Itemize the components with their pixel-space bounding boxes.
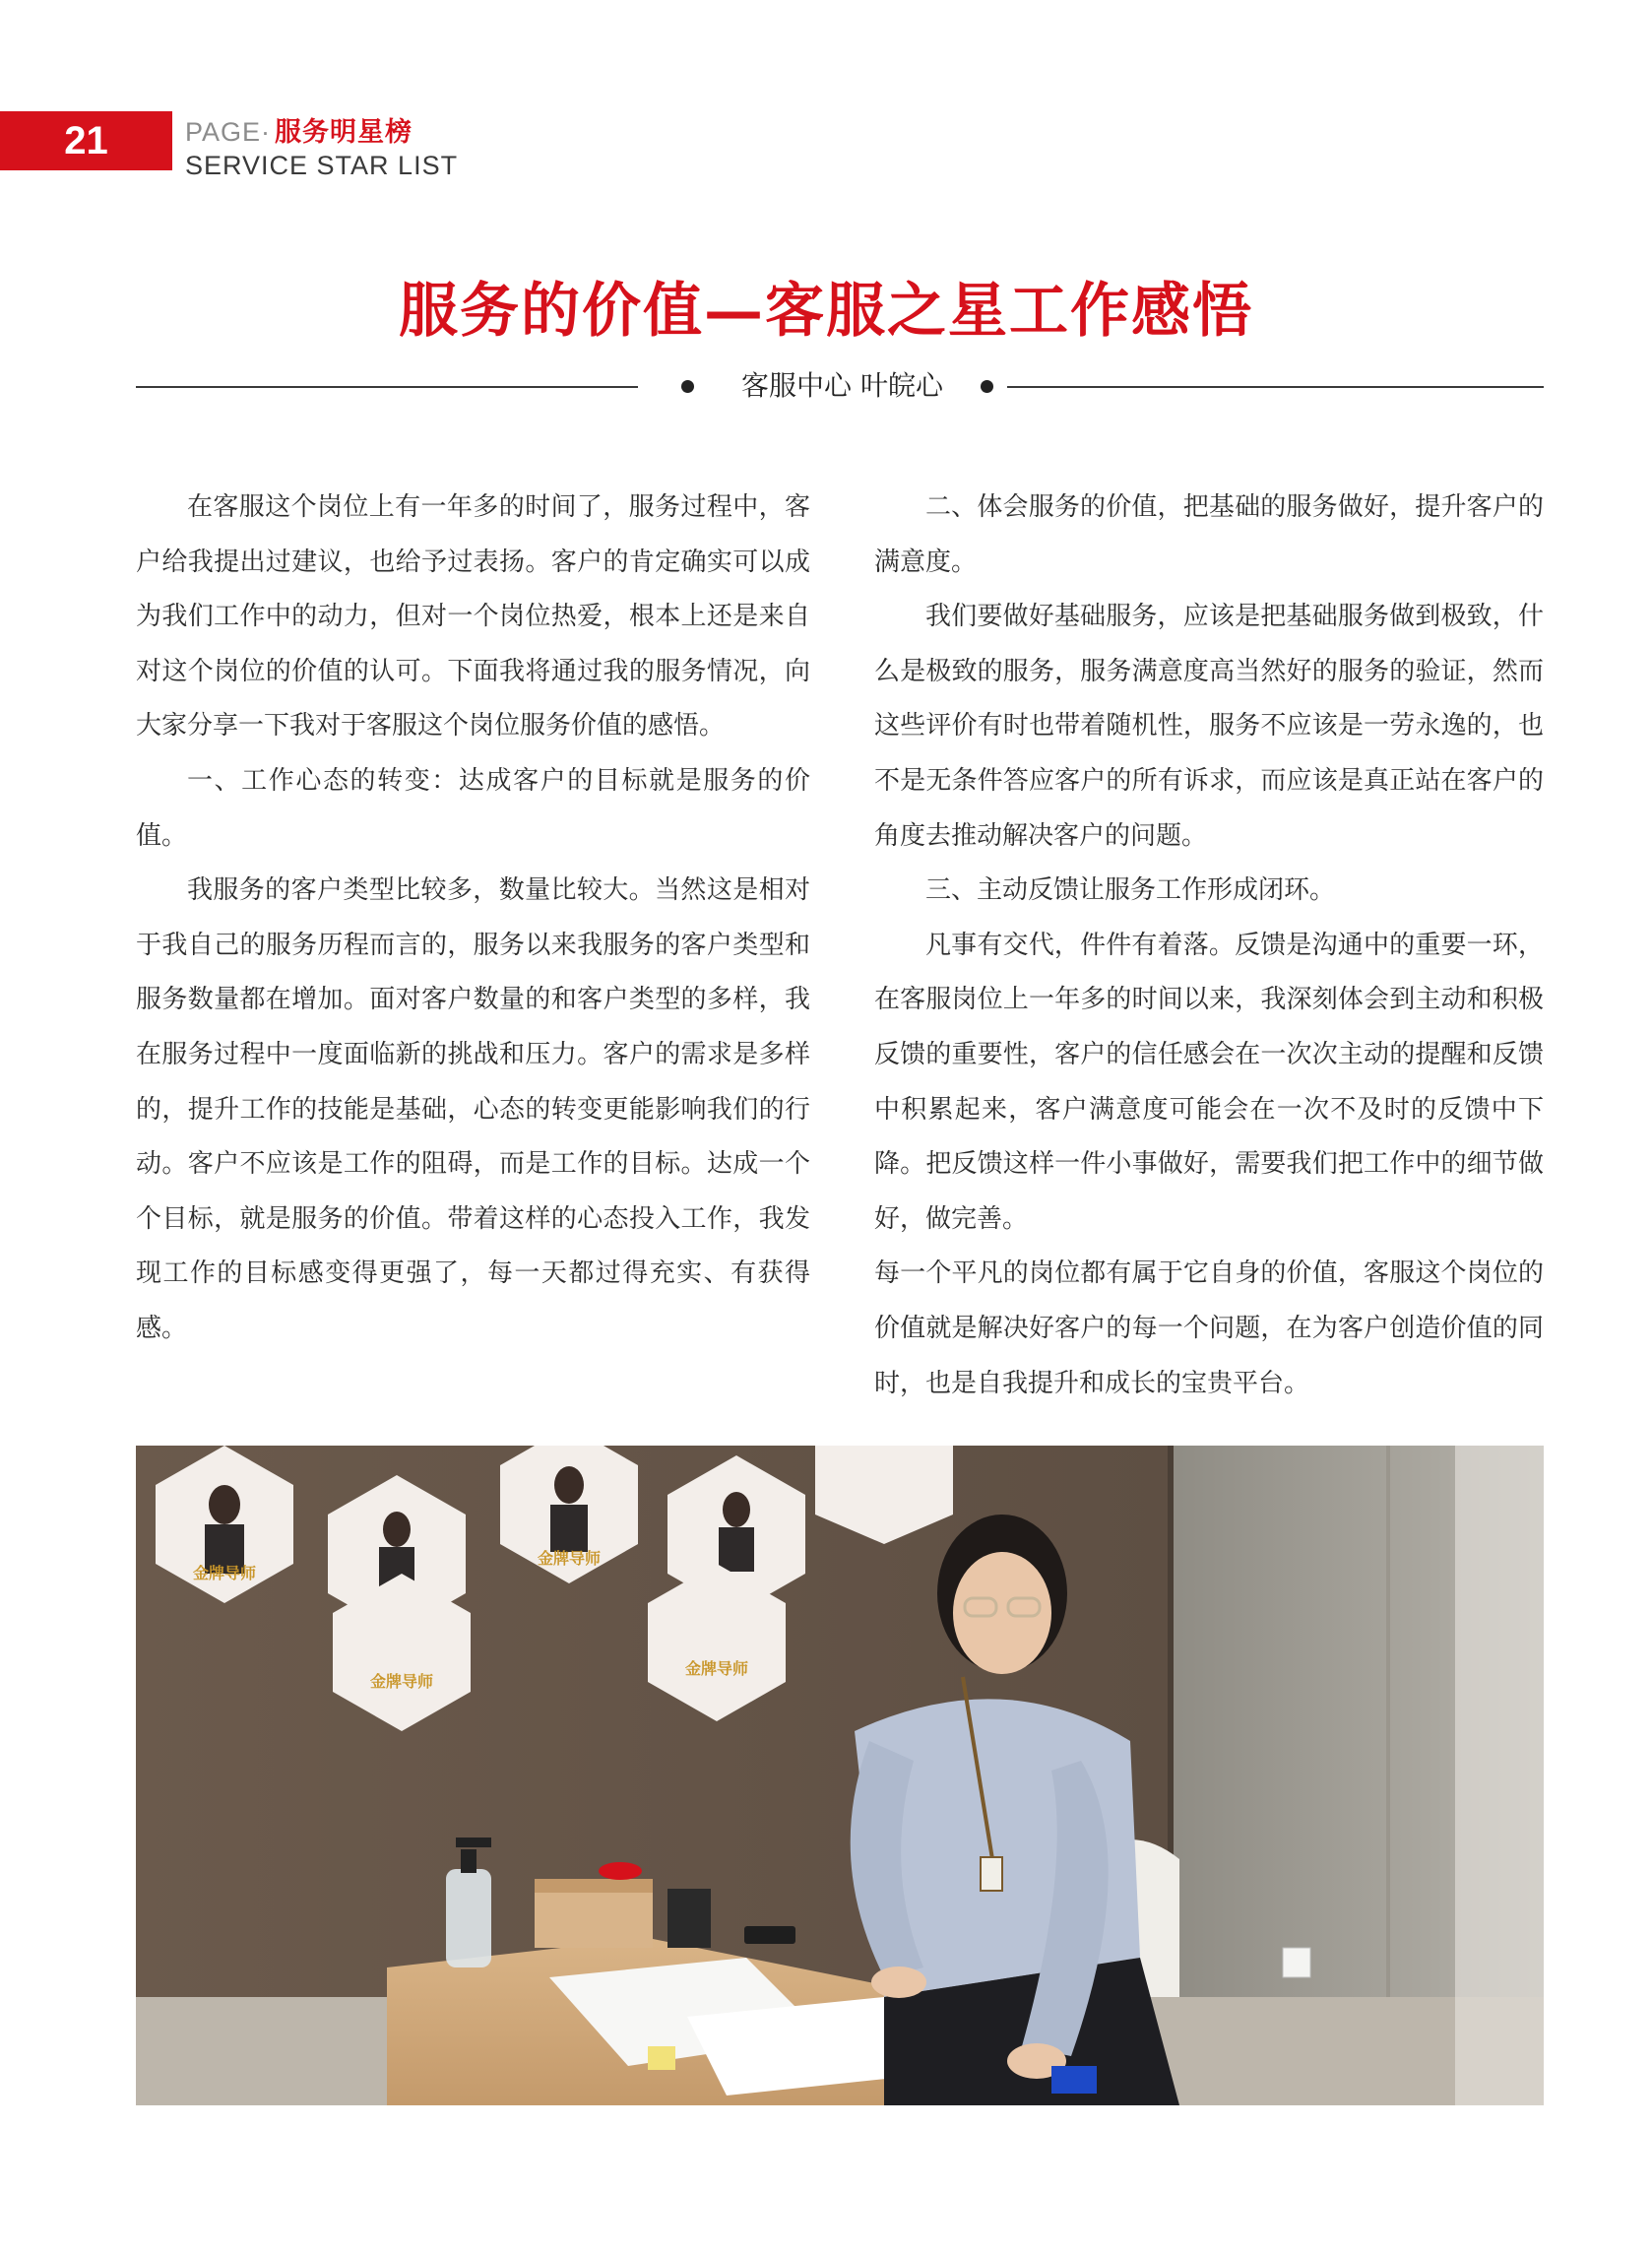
section-header: [185, 110, 458, 181]
section-name-en: SERVICE STAR LIST: [185, 151, 459, 180]
header-separator: ·: [261, 117, 272, 147]
paragraph: 在客服这个岗位上有一年多的时间了，服务过程中，客户给我提出过建议，也给予过表扬。客户的肯定确实可以成为我们工作中的动力，但对一个岗位热爱，根本上还是来自对这个岗位的价值的认可。下面我将通过我的服务情况，向大家分享一下我对于客服这个岗位服务价值的感悟。: [136, 492, 810, 742]
divider-left: [136, 386, 638, 388]
bullet-dot-right: [981, 380, 993, 393]
article-photo: [136, 1446, 1544, 2105]
poster-caption: 金牌导师: [192, 1564, 257, 1582]
closing-paragraph: 每一个平凡的岗位都有属于它自身的价值，客服这个岗位的价值就是解决好客户的每一个问题，在为客户创造价值的同时，也是自我提升和成长的宝贵平台。: [874, 1258, 1544, 1398]
poster-caption: 金牌导师: [537, 1549, 602, 1568]
author-byline: 客服中心 叶皖心: [741, 369, 943, 402]
left-column: [136, 481, 810, 1357]
divider-right: [1007, 386, 1544, 388]
paragraph: 我服务的客户类型比较多，数量比较大。当然这是相对于我自己的服务历程而言的，服务以来我服务的客户类型和服务数量都在增加。面对客户数量的和客户类型的多样，我在服务过程中一度面临新的挑战和压力。客户的需求是多样的，提升工作的技能是基础，心态的转变更能影响我们的行动。客户不应该是工作的阻碍，而是工作的目标。达成一个个目标，就是服务的价值。带着这样的心态投入工作，我发现工作的目标感变得更强了，每一天都过得充实、有获得感。: [136, 875, 810, 1343]
article-title: 服务的价值—客服之星工作感悟: [399, 277, 1253, 346]
paragraph: 三、主动反馈让服务工作形成闭环。: [925, 875, 1336, 906]
page-number: 21: [64, 119, 108, 162]
paragraph: 我们要做好基础服务，应该是把基础服务做到极致，什么是极致的服务，服务满意度高当然好的服务的验证，然而这些评价有时也带着随机性，服务不应该是一劳永逸的，也不是无条件答应客户的所有诉求，而应该是真正站在客户的角度去推动解决客户的问题。: [874, 602, 1544, 851]
paragraph: 二、体会服务的价值，把基础的服务做好，提升客户的满意度。: [874, 492, 1544, 577]
right-column: [874, 481, 1544, 1411]
bullet-dot-left: [681, 380, 694, 393]
poster-caption: 金牌导师: [684, 1659, 749, 1678]
paragraph: 凡事有交代，件件有着落。反馈是沟通中的重要一环，在客服岗位上一年多的时间以来，我深刻体会到主动和积极反馈的重要性，客户的信任感会在一次次主动的提醒和反馈中积累起来，客户满意度可能会在一次不及时的反馈中下降。把反馈这样一件小事做好，需要我们把工作中的细节做好，做完善。: [874, 930, 1544, 1234]
paragraph: 一、工作心态的转变：达成客户的目标就是服务的价值。: [136, 765, 810, 851]
section-name-cn: 服务明星榜: [275, 117, 413, 147]
byline-row: [136, 366, 1544, 406]
page-label: PAGE: [185, 117, 262, 147]
poster-caption: 金牌导师: [369, 1672, 434, 1691]
